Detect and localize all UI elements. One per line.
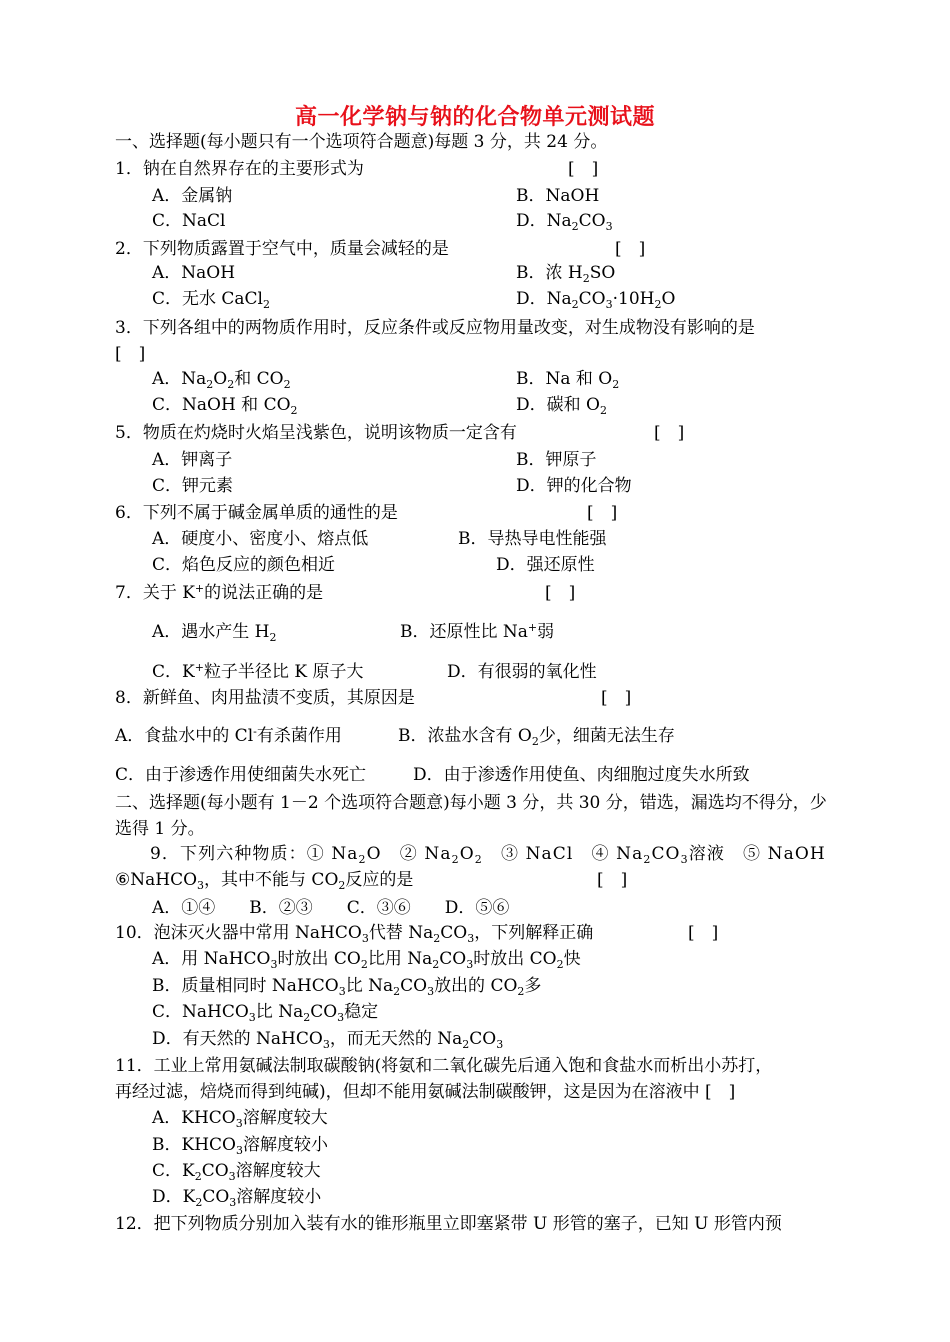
question-6-option-a: A．硬度小、密度小、熔点低 — [152, 529, 369, 549]
question-1-stem: 1．钠在自然界存在的主要形式为 — [115, 159, 364, 179]
question-5-option-a: A．钾离子 — [152, 450, 233, 470]
question-11-stem-line1: 11．工业上常用氨碱法制取碳酸钠(将氨和二氧化碳先后通入饱和食盐水而析出小苏打， — [115, 1056, 773, 1076]
section-1-heading: 一、选择题(每小题只有一个选项符合题意)每题 3 分，共 24 分。 — [115, 132, 608, 152]
question-9-stem-line1: 9．下列六种物质：① $Na_2O$ ② $Na_2O_2$ ③ NaCl ④ $Na_2CO_3$溶液 ⑤ NaOH — [150, 844, 826, 866]
question-3-option-b: B．Na 和 $O_2$ — [516, 369, 620, 391]
question-6-bracket: [ ] — [587, 503, 618, 523]
question-9-bracket: [ ] — [597, 870, 628, 890]
question-8-option-b: B．浓盐水含有 $O_2$少，细菌无法生存 — [398, 726, 675, 748]
question-11-option-b: B．$KHCO_3$溶解度较小 — [152, 1135, 328, 1157]
question-2-option-d: D．$Na_2CO_3\cdot 10H_2O$ — [516, 289, 676, 311]
question-5-bracket: [ ] — [654, 423, 685, 443]
question-11-option-c: C．$K_2CO_3$溶解度较大 — [152, 1161, 321, 1183]
question-10-stem: 10．泡沫灭火器中常用 NaHCO$_3$代替 $Na_2CO_3$，下列解释正确 — [115, 923, 594, 945]
question-2-option-c: C．无水 CaCl$_2$ — [152, 289, 270, 311]
question-12-stem-line1: 12．把下列物质分别加入装有水的锥形瓶里立即塞紧带 U 形管的塞子，已知 U 形管内预 — [115, 1214, 782, 1234]
section-2-heading: 二、选择题(每小题有 1－2 个选项符合题意)每小题 3 分，共 30 分，错选，漏选均不得分，少选得 1 分。 — [115, 793, 827, 839]
question-11-option-d: D．$K_2CO_3$溶解度较小 — [152, 1187, 322, 1209]
question-6-option-d: D．强还原性 — [496, 555, 595, 575]
question-7-option-a: A．遇水产生 $H_2$ — [152, 622, 277, 644]
question-5-option-c: C．钾元素 — [152, 476, 234, 496]
question-3-stem: 3．下列各组中的两物质作用时，反应条件或反应物用量改变，对生成物没有影响的是 — [115, 318, 755, 338]
question-10-option-a: A．用 NaHCO$_3$时放出 $CO_2$比用 $Na_2CO_3$时放出 $CO_2$快 — [152, 949, 581, 971]
question-7-bracket: [ ] — [545, 583, 576, 603]
question-6-stem: 6．下列不属于碱金属单质的通性的是 — [115, 503, 398, 523]
question-10-option-b: B．质量相同时 NaHCO$_3$比 $Na_2CO_3$放出的 $CO_2$多 — [152, 976, 542, 998]
question-3-option-c: C．NaOH 和 $CO_2$ — [152, 395, 298, 417]
question-1-option-c: C．NaCl — [152, 211, 226, 231]
question-3-option-a: A．$Na_2O_2$和 $CO_2$ — [152, 369, 291, 391]
question-8-option-d: D．由于渗透作用使鱼、肉细胞过度失水所致 — [413, 765, 750, 785]
question-8-bracket: [ ] — [601, 688, 632, 708]
question-6-option-c: C．焰色反应的颜色相近 — [152, 555, 336, 575]
question-8-option-c: C．由于渗透作用使细菌失水死亡 — [115, 765, 367, 785]
question-2-option-a: A．NaOH — [152, 263, 236, 283]
question-1-bracket: [ ] — [568, 159, 599, 179]
question-2-bracket: [ ] — [615, 239, 646, 259]
question-10-bracket: [ ] — [688, 923, 719, 943]
question-7-option-d: D．有很弱的氧化性 — [447, 662, 597, 682]
question-2-option-b: B．浓 $H_2SO$ — [516, 263, 616, 285]
question-5-stem: 5．物质在灼烧时火焰呈浅紫色，说明该物质一定含有 — [115, 423, 517, 443]
question-8-stem: 8．新鲜鱼、肉用盐渍不变质，其原因是 — [115, 688, 415, 708]
question-1-option-d: D．$Na_2CO_3$ — [516, 211, 613, 233]
question-7-stem: 7．关于 K+的说法正确的是 — [115, 582, 324, 603]
question-1-option-a: A．金属钠 — [152, 186, 233, 206]
question-9-options: A．①④ B．②③ C．③⑥ D．⑤⑥ — [152, 898, 510, 918]
question-10-option-c: C．NaHCO$_3$比 $Na_2CO_3$稳定 — [152, 1002, 379, 1024]
question-10-option-d: D．有天然的 NaHCO$_3$，而无天然的 $Na_2CO_3$ — [152, 1029, 504, 1051]
question-3-option-d: D．碳和 $O_2$ — [516, 395, 607, 417]
question-5-option-d: D．钾的化合物 — [516, 476, 632, 496]
question-11-stem-line2: 再经过滤，焙烧而得到纯碱)，但却不能用氨碱法制碳酸钾，这是因为在溶液中 [ ] — [115, 1082, 736, 1102]
question-7-option-b: B．还原性比 Na+弱 — [400, 621, 555, 642]
question-9-stem-line2: ⑥NaHCO$_3$，其中不能与 $CO_2$反应的是 — [115, 870, 414, 892]
question-5-option-b: B．钾原子 — [516, 450, 597, 470]
question-11-option-a: A．$KHCO_3$溶解度较大 — [152, 1108, 328, 1130]
question-3-bracket: [ ] — [115, 344, 146, 364]
question-1-option-b: B．NaOH — [516, 186, 600, 206]
question-7-option-c: C．K+粒子半径比 K 原子大 — [152, 661, 364, 682]
page-title: 高一化学钠与钠的化合物单元测试题 — [294, 105, 655, 130]
question-6-option-b: B．导热导电性能强 — [458, 529, 607, 549]
question-2-stem: 2．下列物质露置于空气中，质量会减轻的是 — [115, 239, 449, 259]
question-8-option-a: A．食盐水中的 Cl-有杀菌作用 — [115, 725, 342, 746]
question-11-bracket: [ ] — [705, 1082, 736, 1102]
